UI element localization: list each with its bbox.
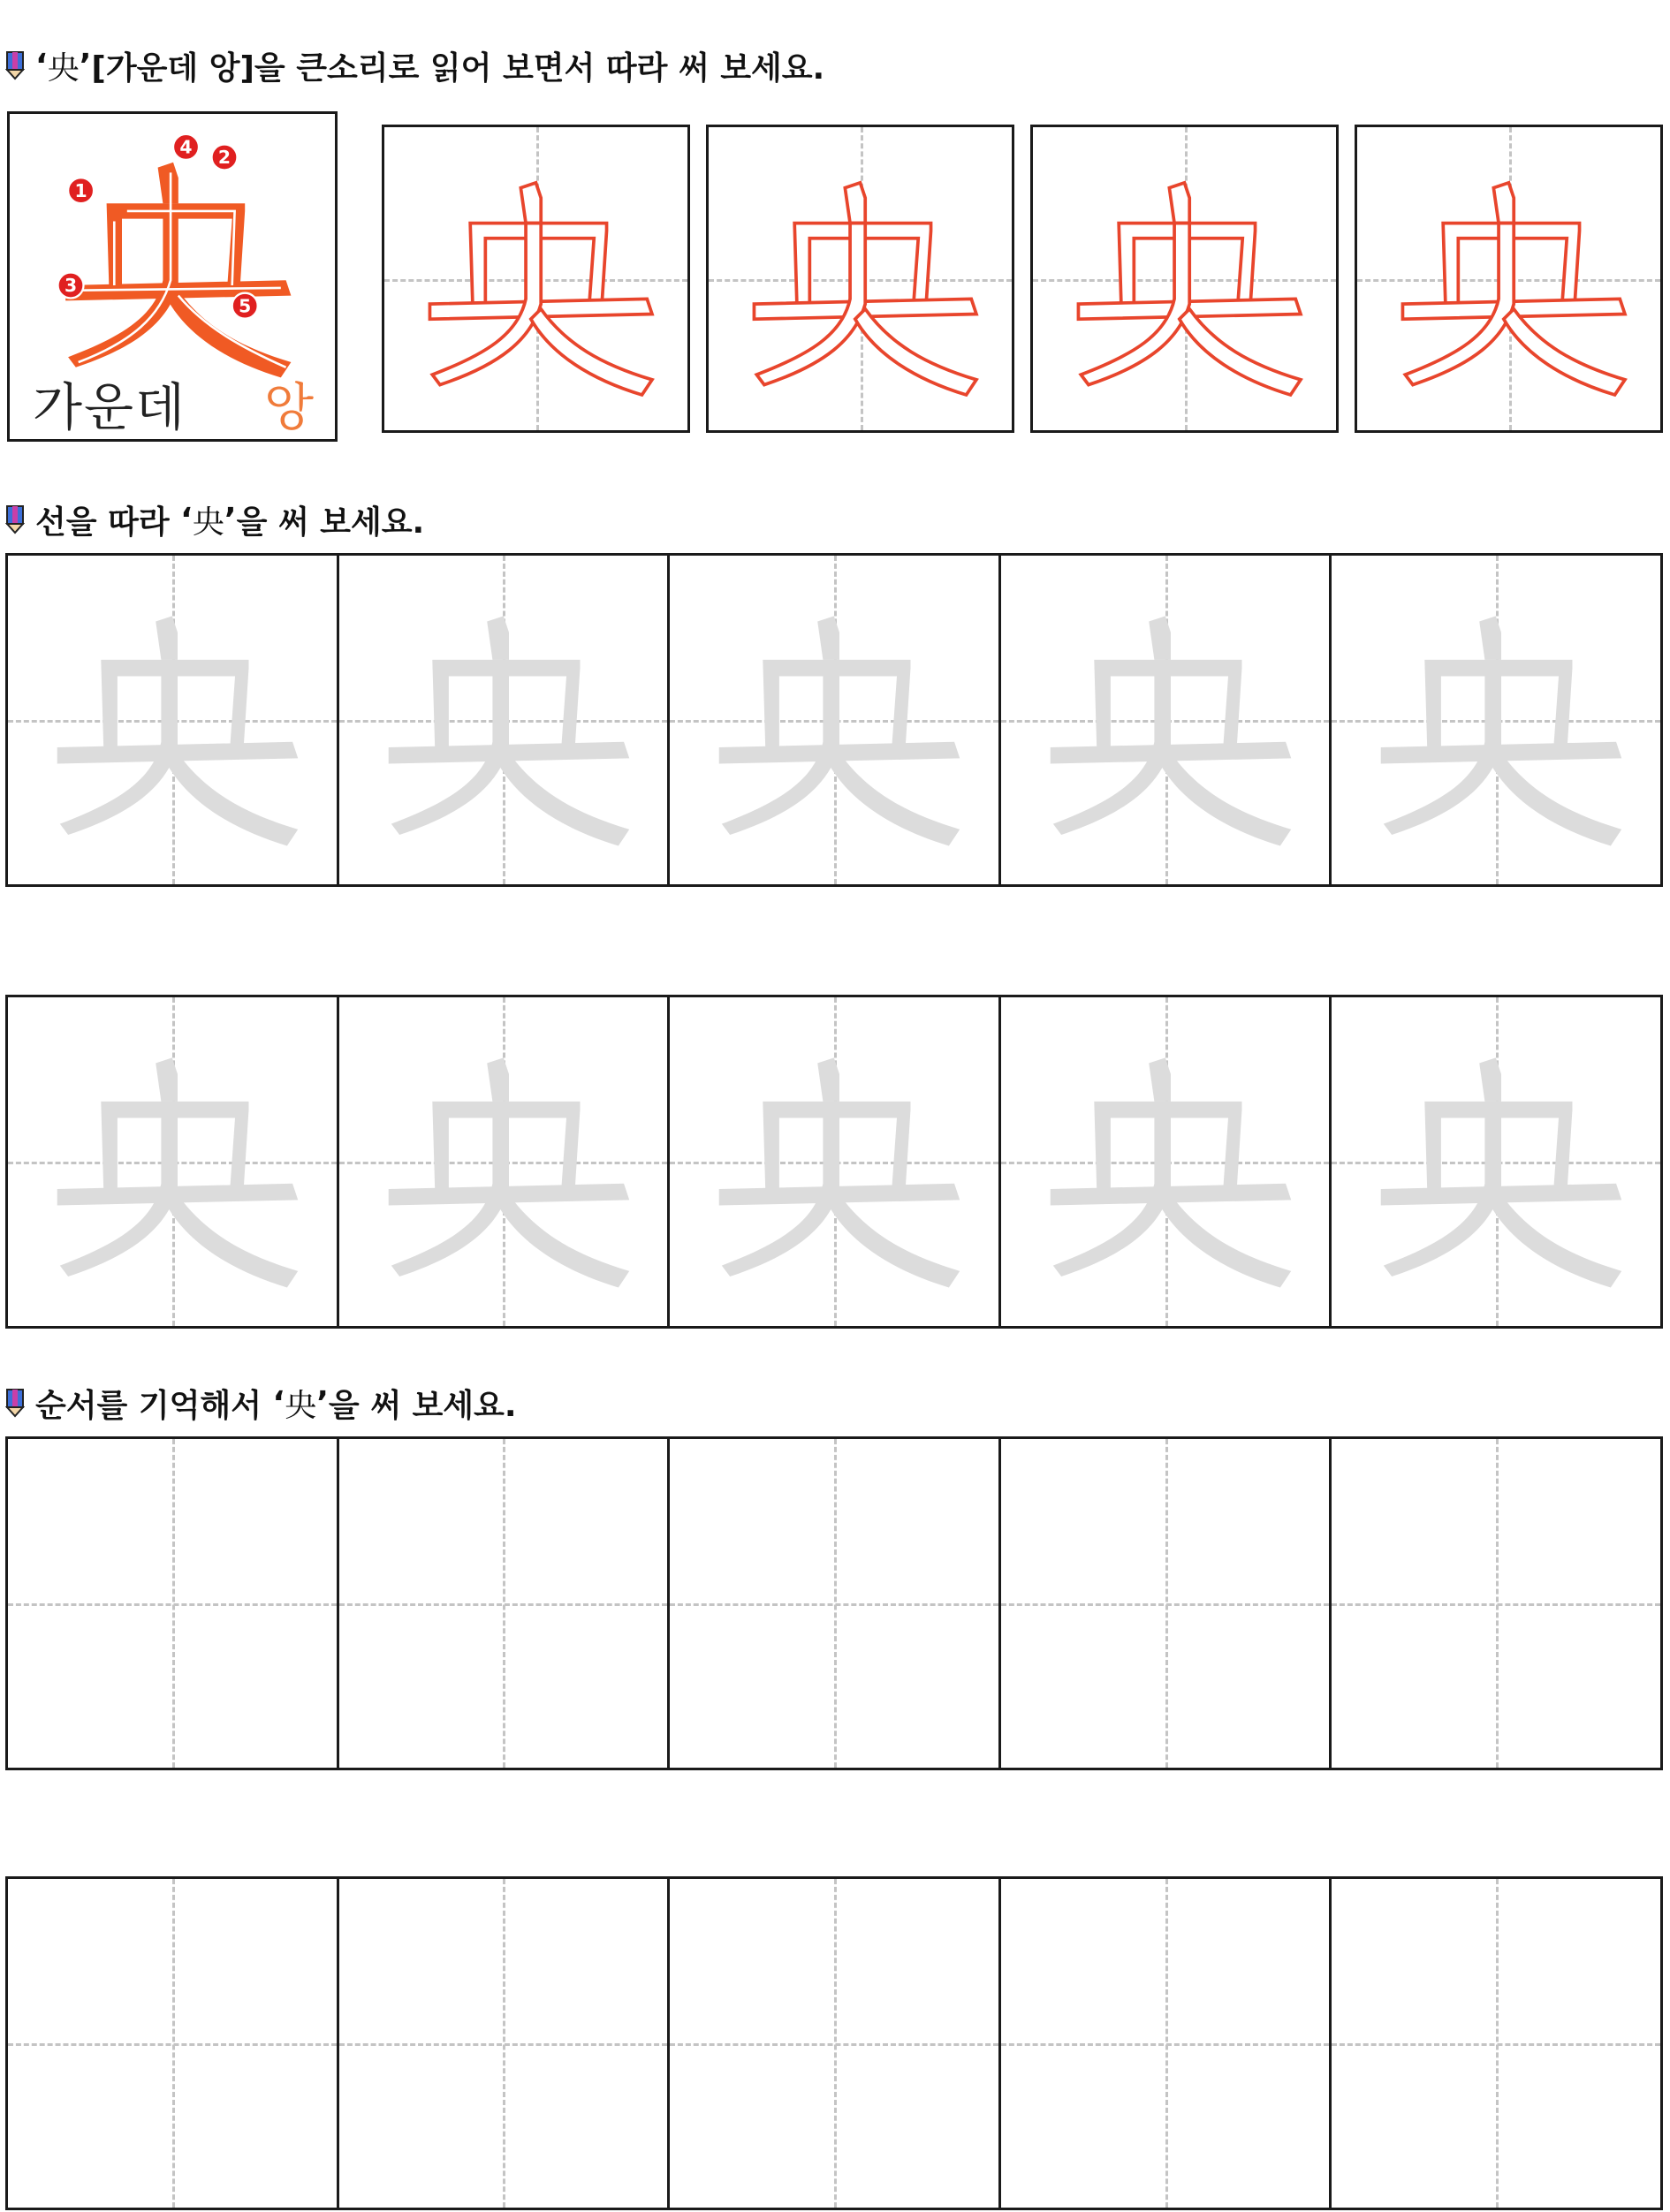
trace-cell[interactable]: [1332, 556, 1660, 884]
outline-glyph: [1033, 127, 1336, 430]
instruction-quote-open: ‘: [35, 47, 48, 84]
instruction-quote-close: ’: [224, 501, 237, 538]
guide-line-horizontal: [670, 1603, 998, 1606]
practice-cell[interactable]: [339, 1439, 671, 1768]
pencil-icon: [5, 1388, 25, 1418]
pencil-icon: [5, 50, 25, 80]
trace-glyph: [1001, 997, 1330, 1326]
guide-line-horizontal: [1332, 2043, 1660, 2046]
guide-line-horizontal: [670, 2043, 998, 2046]
trace-glyph: [670, 997, 998, 1326]
guide-line-horizontal: [8, 2043, 337, 2046]
practice-cell[interactable]: [8, 1439, 339, 1768]
instruction-read: [5, 46, 824, 85]
stroke-number-1: 1: [74, 179, 87, 201]
trace-cell[interactable]: [1001, 997, 1332, 1326]
trace-glyph: [339, 997, 668, 1326]
practice-cell[interactable]: [670, 1439, 1001, 1768]
practice-cell[interactable]: [1332, 1439, 1660, 1768]
practice-cell[interactable]: [1001, 1879, 1332, 2208]
instruction-quote-open: ‘: [180, 501, 193, 538]
trace-cell[interactable]: [339, 997, 671, 1326]
instruction-character: 央: [47, 49, 80, 87]
instruction-text-prefix: 선을 따라: [35, 504, 181, 541]
instruction-text: 을 써 보세요.: [236, 504, 425, 541]
trace-cell[interactable]: [670, 997, 1001, 1326]
trace-cell[interactable]: [1332, 997, 1660, 1326]
practice-cell[interactable]: [670, 1879, 1001, 2208]
character-meaning: 가운데: [33, 377, 187, 437]
trace-cell[interactable]: [8, 556, 339, 884]
trace-cell[interactable]: [670, 556, 1001, 884]
trace-glyph: [670, 556, 998, 884]
outline-glyph: [384, 127, 687, 430]
stroke-number-5: 5: [239, 295, 252, 317]
outline-cell[interactable]: [1030, 125, 1339, 433]
practice-cell[interactable]: [1001, 1439, 1332, 1768]
instruction-character: 央: [192, 504, 224, 541]
trace-row-1: [5, 553, 1663, 887]
guide-line-horizontal: [339, 1603, 668, 1606]
practice-row-1: [5, 1436, 1663, 1770]
instruction-text-prefix: 순서를 기억해서: [35, 1387, 273, 1424]
practice-cell[interactable]: [8, 1879, 339, 2208]
trace-cell[interactable]: [1001, 556, 1332, 884]
outline-cell[interactable]: [706, 125, 1014, 433]
practice-cell[interactable]: [339, 1879, 671, 2208]
outline-trace-row: [0, 125, 1670, 433]
practice-row-2: [5, 1876, 1663, 2210]
trace-glyph: [8, 997, 337, 1326]
trace-glyph: [1332, 997, 1660, 1326]
outline-glyph: [709, 127, 1012, 430]
outline-glyph: [1357, 127, 1660, 430]
stroke-number-2: 2: [217, 147, 232, 169]
instruction-memory: [5, 1383, 517, 1422]
trace-cell[interactable]: [8, 997, 339, 1326]
guide-line-horizontal: [1001, 2043, 1330, 2046]
instruction-character: 央: [285, 1387, 317, 1424]
trace-cell[interactable]: [339, 556, 671, 884]
character-sound: 앙: [264, 377, 315, 437]
guide-line-horizontal: [8, 1603, 337, 1606]
outline-cell[interactable]: [382, 125, 690, 433]
trace-glyph: [8, 556, 337, 884]
guide-line-horizontal: [339, 2043, 668, 2046]
instruction-text: 을 써 보세요.: [328, 1387, 517, 1424]
guide-line-horizontal: [1332, 1603, 1660, 1606]
outline-cell[interactable]: [1355, 125, 1663, 433]
instruction-quote-close: ’: [316, 1384, 329, 1421]
trace-row-2: [5, 995, 1663, 1329]
stroke-number-4: 4: [179, 136, 193, 158]
pencil-icon: [5, 504, 25, 534]
trace-glyph: [339, 556, 668, 884]
instruction-quote-open: ‘: [272, 1384, 285, 1421]
guide-line-horizontal: [1001, 1603, 1330, 1606]
practice-cell[interactable]: [1332, 1879, 1660, 2208]
trace-glyph: [1332, 556, 1660, 884]
instruction-trace: [5, 500, 424, 539]
instruction-text: [가운데 앙]을 큰소리로 읽어 보면서 따라 써 보세요.: [91, 49, 825, 87]
stroke-number-3: 3: [64, 275, 78, 297]
instruction-quote-close: ’: [79, 47, 92, 84]
trace-glyph: [1001, 556, 1330, 884]
